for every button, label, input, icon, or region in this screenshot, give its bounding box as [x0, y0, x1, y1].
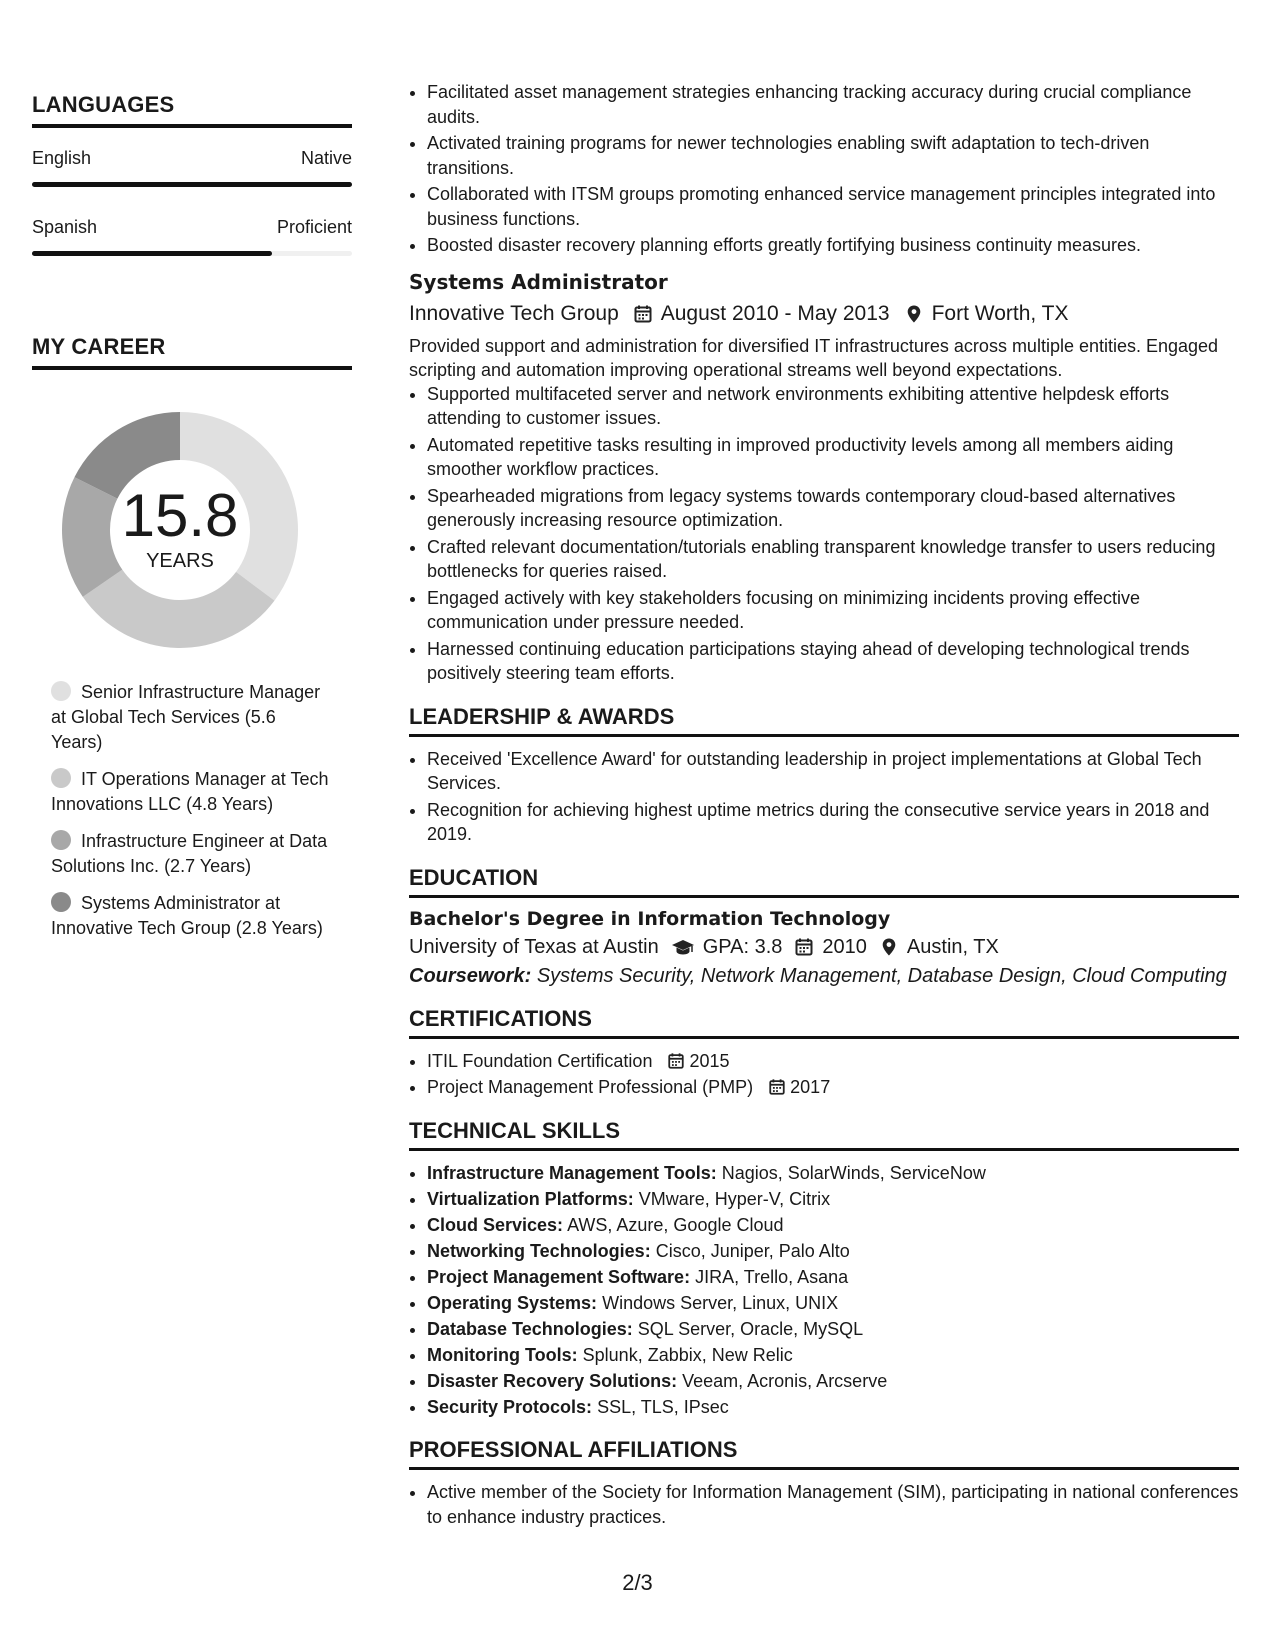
list-item: • Received 'Excellence Award' for outstanding leadership in project implementations at Global Tech Services.	[427, 747, 1239, 796]
skill-category: Monitoring Tools:	[427, 1344, 578, 1365]
language-name: English	[32, 148, 92, 168]
affiliations-list	[409, 1480, 1239, 1529]
sidebar	[32, 92, 352, 953]
leadership-list	[409, 747, 1239, 847]
list-item: • Supported multifaceted server and network environments exhibiting attentive helpdesk efforts attending to customer issues.	[427, 382, 1239, 431]
certifications-list	[409, 1049, 1239, 1100]
skill-values: JIRA, Trello, Asana	[695, 1266, 849, 1287]
list-item	[427, 1343, 1239, 1368]
list-item	[427, 1395, 1239, 1420]
skills-heading: TECHNICAL SKILLS	[409, 1118, 1239, 1151]
skill-values: Splunk, Zabbix, New Relic	[582, 1344, 793, 1365]
skill-category: Database Technologies:	[427, 1318, 633, 1339]
languages-heading: LANGUAGES	[32, 92, 352, 128]
calendar-icon	[768, 1078, 786, 1096]
legend-label: Senior Infrastructure Manager at Global Tech Services (5.6 Years)	[51, 682, 321, 752]
list-item: • Engaged actively with key stakeholders focusing on minimizing incidents proving effective communication under pressure needed.	[427, 586, 1239, 635]
language-proficiency-bar	[32, 251, 352, 256]
list-item: • Collaborated with ITSM groups promoting enhanced service management principles integrated into business functions.	[427, 182, 1239, 231]
skills-list	[409, 1161, 1239, 1420]
education-meta	[409, 936, 1239, 959]
list-item: • Recognition for achieving highest uptime metrics during the consecutive service years in 2018 and 2019.	[427, 798, 1239, 847]
job-bullets	[409, 382, 1239, 686]
education-coursework	[409, 965, 1239, 988]
location-pin-icon	[879, 937, 899, 957]
list-item	[427, 1369, 1239, 1394]
list-item	[427, 1075, 1239, 1100]
calendar-icon	[633, 304, 653, 324]
coursework-label: Coursework:	[409, 964, 532, 987]
career-donut-chart	[54, 404, 306, 656]
certification-year: 2015	[689, 1050, 730, 1071]
list-item	[427, 1161, 1239, 1186]
legend-label: IT Operations Manager at Tech Innovations LLC (4.8 Years)	[51, 769, 329, 814]
location-pin-icon	[904, 304, 924, 324]
job-location: Fort Worth, TX	[931, 301, 1069, 325]
list-item	[427, 1187, 1239, 1212]
certification-year: 2017	[790, 1077, 831, 1097]
education-school: University of Texas at Austin	[409, 935, 659, 958]
legend-item	[51, 767, 331, 817]
career-legend	[51, 680, 331, 941]
skill-values: Veeam, Acronis, Arcserve	[682, 1370, 888, 1391]
legend-item	[51, 680, 331, 755]
skill-category: Project Management Software:	[427, 1266, 691, 1287]
list-item: • Crafted relevant documentation/tutorials enabling transparent knowledge transfer to users reducing bottlenecks for queries raised.	[427, 535, 1239, 584]
list-item: • Activated training programs for newer technologies enabling swift adaptation to tech-driven transitions.	[427, 131, 1239, 180]
previous-job-bullets	[409, 80, 1239, 258]
skill-values: SSL, TLS, IPsec	[597, 1396, 729, 1417]
language-level: Proficient	[276, 217, 352, 237]
list-item	[427, 1239, 1239, 1264]
skill-values: VMware, Hyper-V, Citrix	[638, 1188, 831, 1209]
language-proficiency-fill	[32, 182, 352, 187]
list-item	[427, 1265, 1239, 1290]
list-item: • Spearheaded migrations from legacy systems towards contemporary cloud-based alternatives generously increasing resource optimization.	[427, 484, 1239, 533]
skill-category: Virtualization Platforms:	[427, 1188, 634, 1209]
skill-category: Networking Technologies:	[427, 1240, 651, 1261]
main-content	[409, 80, 1239, 1531]
affiliations-heading: PROFESSIONAL AFFILIATIONS	[409, 1437, 1239, 1470]
career-heading: MY CAREER	[32, 334, 352, 370]
skill-category: Infrastructure Management Tools:	[427, 1162, 717, 1183]
legend-swatch	[51, 830, 71, 850]
language-level: Native	[300, 148, 352, 168]
list-item	[427, 1317, 1239, 1342]
language-item	[32, 148, 352, 187]
career-total-years: 15.8	[121, 482, 239, 549]
job-summary: Provided support and administration for diversified IT infrastructures across multiple entities. Engaged scripting and automation improving operational streams well beyond expectations.	[409, 335, 1219, 380]
leadership-heading: LEADERSHIP & AWARDS	[409, 704, 1239, 737]
list-item	[427, 1291, 1239, 1316]
career-total-unit: YEARS	[146, 550, 214, 572]
language-list	[32, 148, 352, 256]
list-item: • Active member of the Society for Information Management (SIM), participating in national conferences to enhance industry practices.	[427, 1480, 1239, 1529]
legend-swatch	[51, 892, 71, 912]
education-location: Austin, TX	[906, 935, 999, 958]
job-title: Systems Administrator	[409, 269, 668, 294]
job-dates: August 2010 - May 2013	[660, 301, 890, 325]
experience-entry	[409, 270, 1239, 686]
donut-segment	[83, 570, 275, 648]
education-entry	[409, 908, 1239, 988]
coursework-list: Systems Security, Network Management, Database Design, Cloud Computing	[536, 964, 1227, 987]
certification-name: Project Management Professional (PMP)	[427, 1077, 754, 1097]
skill-category: Operating Systems:	[427, 1292, 598, 1313]
legend-swatch	[51, 681, 71, 701]
legend-item	[51, 891, 331, 941]
list-item: • Boosted disaster recovery planning efforts greatly fortifying business continuity measures.	[427, 233, 1239, 258]
certification-name: ITIL Foundation Certification	[427, 1050, 653, 1071]
education-gpa: GPA: 3.8	[702, 935, 783, 958]
calendar-icon	[667, 1052, 685, 1070]
skill-values: Windows Server, Linux, UNIX	[602, 1292, 839, 1313]
education-year: 2010	[822, 935, 867, 958]
skill-category: Security Protocols:	[427, 1396, 593, 1417]
list-item: • Automated repetitive tasks resulting in improved productivity levels among all members aiding smoother workflow practices.	[427, 433, 1239, 482]
legend-swatch	[51, 768, 71, 788]
calendar-icon	[794, 937, 814, 957]
legend-label: Infrastructure Engineer at Data Solutions Inc. (2.7 Years)	[51, 831, 328, 876]
language-name: Spanish	[32, 217, 98, 237]
list-item	[427, 1049, 1239, 1074]
language-proficiency-bar	[32, 182, 352, 187]
legend-item	[51, 829, 331, 879]
education-heading: EDUCATION	[409, 865, 1239, 898]
skill-values: AWS, Azure, Google Cloud	[567, 1214, 784, 1235]
language-item	[32, 217, 352, 256]
certifications-heading: CERTIFICATIONS	[409, 1006, 1239, 1039]
job-company: Innovative Tech Group	[409, 301, 619, 325]
legend-label: Systems Administrator at Innovative Tech Group (2.8 Years)	[51, 893, 323, 938]
skill-values: SQL Server, Oracle, MySQL	[637, 1318, 864, 1339]
job-meta	[409, 302, 1239, 326]
list-item: • Harnessed continuing education participations staying ahead of developing technological trends positively steering team efforts.	[427, 637, 1239, 686]
list-item: • Facilitated asset management strategies enhancing tracking accuracy during crucial compliance audits.	[427, 80, 1239, 129]
page-number: 2/3	[622, 1570, 653, 1595]
education-degree: Bachelor's Degree in Information Technology	[409, 907, 891, 930]
language-proficiency-fill	[32, 251, 272, 256]
skill-values: Nagios, SolarWinds, ServiceNow	[721, 1162, 986, 1183]
skill-category: Disaster Recovery Solutions:	[427, 1370, 678, 1391]
skill-values: Cisco, Juniper, Palo Alto	[655, 1240, 850, 1261]
graduation-cap-icon	[671, 937, 695, 957]
list-item	[427, 1213, 1239, 1238]
skill-category: Cloud Services:	[427, 1214, 564, 1235]
